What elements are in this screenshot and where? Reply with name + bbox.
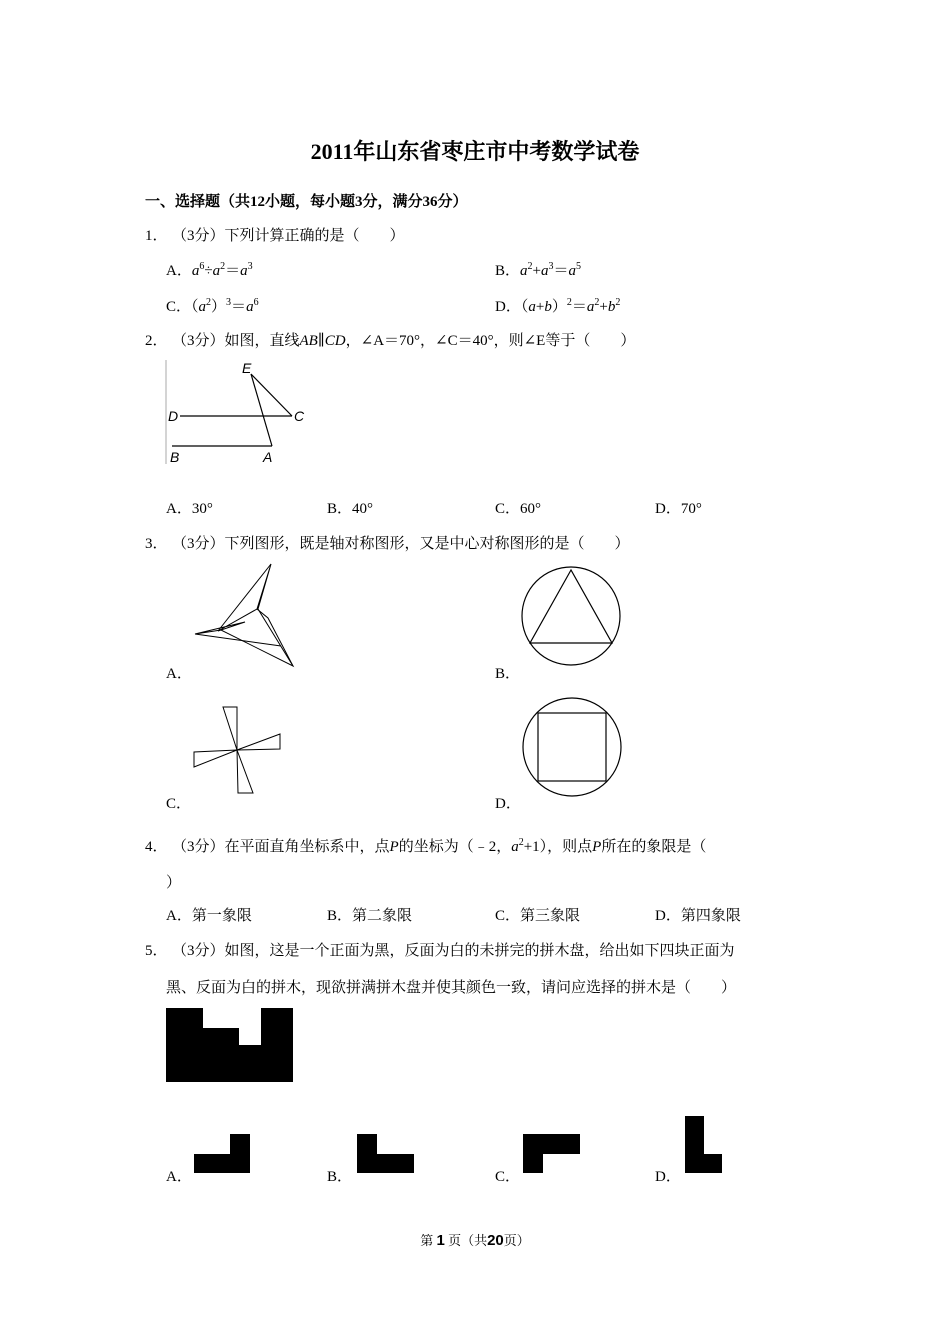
q5-option-c: C． xyxy=(495,1169,521,1185)
q2-number: 2． xyxy=(145,333,168,349)
q3-figure-d-circle-square xyxy=(520,695,624,799)
q3-stem: （3分）下列图形，既是轴对称图形，又是中心对称图形的是（ ） xyxy=(172,536,630,552)
q2-option-d: D．70° xyxy=(655,501,702,517)
footer-pre: 第 xyxy=(420,1233,434,1248)
q1-option-b-label: B． xyxy=(495,263,521,279)
q4-option-b: B．第二象限 xyxy=(327,908,413,924)
q3-option-b: B． xyxy=(495,666,521,682)
q2-option-c: C．60° xyxy=(495,501,542,517)
q3-number: 3． xyxy=(145,536,168,552)
page-footer xyxy=(0,1230,950,1249)
q4-option-a: A．第一象限 xyxy=(166,908,252,924)
q3-option-d: D． xyxy=(495,796,521,812)
label-c: C xyxy=(294,408,305,424)
label-a: A xyxy=(263,449,273,465)
q2-figure xyxy=(160,360,320,470)
q3-option-c: C． xyxy=(166,796,192,812)
q1-option-d-formula: $(a+b)^2=a^2+b^2$ xyxy=(520,297,621,315)
q1-option-a-formula: $a^6\div a^2=a^3$ xyxy=(191,261,253,279)
q2-option-a: A．30° xyxy=(166,501,213,517)
q1-option-b-formula: $a^2+a^3=a^5$ xyxy=(520,261,581,279)
q1-number: 1． xyxy=(145,228,168,244)
q5-piece-b xyxy=(357,1134,414,1174)
q5-puzzle-board xyxy=(166,1008,294,1083)
q2-option-b: B．40° xyxy=(327,501,374,517)
q5-number: 5． xyxy=(145,943,168,959)
q4-stem: （3分）在平面直角坐标系中，点P的坐标为（﹣2，$a^2+1$），则点P所在的象限是（ xyxy=(172,837,707,855)
label-b: B xyxy=(170,449,180,465)
q1-option-b xyxy=(495,259,581,280)
q5-option-b: B． xyxy=(327,1169,353,1185)
q4-number: 4． xyxy=(145,839,168,855)
q1-option-c-formula: $(a^2)^3=a^6$ xyxy=(191,297,259,315)
q5-option-a: A． xyxy=(166,1169,192,1185)
q4-option-d: D．第四象限 xyxy=(655,908,741,924)
q5-stem-line2: 黑、反面为白的拼木，现欲拼满拼木盘并使其颜色一致，请问应选择的拼木是（ ） xyxy=(166,980,737,996)
q5-piece-c xyxy=(523,1134,580,1174)
footer-page-number: 1 xyxy=(436,1232,445,1249)
q2-stem-rest: ，∠A＝70°，∠C＝40°，则∠E等于（ ） xyxy=(345,333,636,349)
label-d: D xyxy=(168,408,179,424)
page-title: 2011年山东省枣庄市中考数学试卷 xyxy=(310,139,640,164)
q1-option-a-label: A． xyxy=(166,263,192,279)
q5-stem-line1: （3分）如图，这是一个正面为黑，反面为白的未拼完的拼木盘，给出如下四块正面为 xyxy=(172,943,735,959)
q1-option-c xyxy=(166,295,259,316)
q3-figure-a-three-point-star xyxy=(190,560,300,670)
q1-option-a xyxy=(166,259,253,280)
label-e: E xyxy=(242,360,252,376)
q3-figure-c-pinwheel xyxy=(190,705,285,797)
section-heading: 一、选择题（共12小题，每小题3分，满分36分） xyxy=(145,194,468,210)
q5-piece-d xyxy=(685,1116,723,1174)
q5-option-d: D． xyxy=(655,1169,681,1185)
q1-option-d xyxy=(495,295,620,316)
q4-stem-end: ） xyxy=(166,875,182,891)
footer-mid: 页（共 xyxy=(448,1233,488,1248)
q4-option-c: C．第三象限 xyxy=(495,908,581,924)
q2-stem: （3分）如图，直线AB∥CD，∠A＝70°，∠C＝40°，则∠E等于（ ） xyxy=(172,333,636,349)
footer-total-pages: 20 xyxy=(487,1232,504,1249)
q3-figure-b-circle-triangle xyxy=(520,565,622,667)
q3-option-a: A． xyxy=(166,666,192,682)
q1-option-d-label: D． xyxy=(495,299,521,315)
q2-stem-pre: （3分）如图，直线 xyxy=(172,333,300,349)
q1-option-c-label: C． xyxy=(166,299,192,315)
footer-post: 页） xyxy=(503,1233,530,1248)
q1-stem: （3分）下列计算正确的是（ ） xyxy=(172,228,405,244)
q5-piece-a xyxy=(194,1134,250,1174)
